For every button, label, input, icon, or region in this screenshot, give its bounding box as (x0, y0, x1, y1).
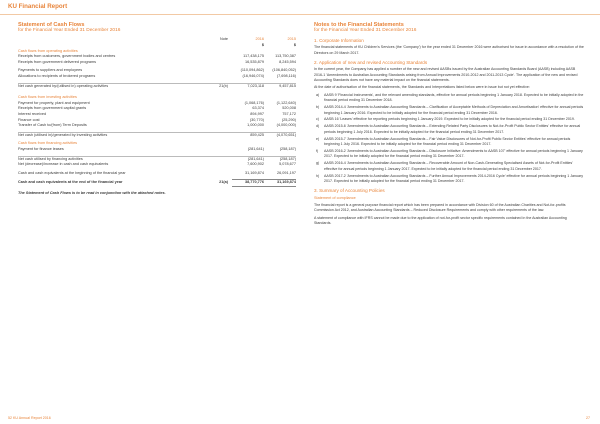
list-item (314, 137, 584, 148)
row-label: Receipts from government delivered programs (18, 59, 97, 64)
item-text: AASB 9 'Financial Instruments', and the relevant amending standards, effective for annual periods beginning 1 January 2018. Expected to be initially adopted in the financial period ending 31 December 2018. (324, 92, 584, 103)
unit-2016: $ (261, 43, 264, 47)
item-text: AASB 2015-7 'Amendments to Australian Accounting Standards – Fair Value Disclosures of Not-for-Profit Public Sector Entities' effective for annual periods beginning 1 July 2016. Expected to be initially adopted for the financial period ending 31 December 2017. (324, 136, 571, 147)
value-2016: 7,023,118 (232, 83, 264, 89)
item-text: AASB 2016-2 'Amendments to Australian Accounting Standards – Disclosure Initiative: Amendments to AASB 107' effective for annual periods beginning 1 January 2017. Expected to be initially adopted for the financial period ending 31 December 2017. (324, 149, 583, 159)
row-label: Receipts from customers, government bodies and centres (18, 54, 116, 59)
list-item (314, 124, 584, 135)
value-2015: (258,187) (279, 146, 296, 151)
page-footer (0, 414, 600, 424)
value-2016: 31,169,874 (244, 170, 264, 175)
unit-2015: $ (293, 43, 296, 47)
list-item (314, 93, 584, 104)
item-text: AASB 16 'Leases' effective for reporting periods beginning 1 January 2019. Expected to be initially adopted for the financial period ending 31 December 2019. (324, 117, 575, 122)
list-item (314, 161, 584, 172)
financing-heading: Cash flows from financing activities (18, 141, 78, 146)
row-label: Payment for property, plant and equipment (18, 100, 90, 105)
value-2016: 38,770,776 (232, 180, 264, 187)
row-label: Allocations to recipients of brokered programs (18, 73, 96, 78)
item-letter: b) (316, 105, 320, 110)
note-3-subheading: Statement of compliance (314, 196, 356, 201)
value-2015: (106,840,052) (272, 68, 296, 73)
note-1-paragraph: The financial statements of KU Children's Services (the 'Company') for the year ended 31 December 2016 were authorised for issue in accordance with a resolution of the Directors on 29 March 2017. (314, 45, 584, 55)
row-label: Receipts from government capital grants (18, 106, 87, 111)
note-2-paragraph-effective: At the date of authorisation of the financial statements, the Standards and Interpretations listed below were in issue but not yet effective: (314, 85, 530, 90)
value-2016: (30,770) (249, 117, 264, 122)
value-2016: (281,641) (232, 156, 264, 162)
cash-flows-footnote: The Statement of Cash Flows is to be read in conjunction with the attached notes. (18, 190, 166, 195)
row-label: Net cash generated by/(utilised in) operating activities (18, 83, 214, 89)
notes-subtitle: for the Financial Year Ended 31 December 2016 (314, 28, 417, 34)
row-label: Interest received (18, 111, 47, 116)
item-letter: h) (316, 173, 320, 178)
value-2015: 31,169,874 (264, 180, 296, 187)
note-3-paragraph-ifrs: A statement of compliance with IFRS cannot be made due to the application of not-for-profit sector specific requirements contained in the Australian Accounting Standards. (314, 215, 567, 226)
value-2015: 26,091,197 (276, 170, 296, 175)
operating-heading: Cash flows from operating activities (18, 48, 78, 53)
list-item (314, 174, 584, 185)
footer-publication: 52 KU Annual Report 2016 (8, 416, 51, 420)
value-2016: 894,997 (250, 111, 264, 116)
value-2016: (110,094,862) (240, 68, 264, 73)
note-3-paragraph: The financial report is a general purpose financial report which has been prepared in accordance with Division 60 of the Australian Charities and Not-for-profits Commission Act 2012, and Australian Accounting Standards – Reduced Disclosure Requirements and comply with other requirements of the law. (314, 202, 566, 213)
value-2016: 63,374 (252, 106, 264, 111)
row-label: Cash and cash equivalents at the beginning of the financial year (18, 170, 126, 175)
notes-section (314, 22, 584, 228)
cash-flows-title: Statement of Cash Flows (18, 22, 85, 28)
value-2015: (258,187) (264, 156, 296, 162)
item-letter: c) (316, 117, 319, 122)
row-label: Payments to suppliers and employees (18, 68, 83, 73)
year-2016-header: 2016 (255, 37, 264, 42)
note-3-heading: 3. Summary of Accounting Policies (314, 188, 385, 194)
year-2015-header: 2015 (287, 37, 296, 42)
item-text: AASB 2014-4 'Amendments to Australian Accounting Standards – Clarification of Acceptable Methods of Depreciation and Amortisation' effective for annual periods beginning 1 January 2016. Expected to be initially adopted for the financial period ending 31 December 2016. (324, 105, 584, 115)
value-2015: 5,078,677 (279, 162, 296, 167)
report-title: KU Financial Report (8, 3, 68, 10)
note-2-paragraph: In the current year, the Company has applied a number of the new and revised AASBs issued by the Australian Accounting Standards Board (AASB) including AASB 2016-1 'Amendments to Australian Accounting Standards arising from Annual Improvements 2010-2012 and 2011-2013 Cycle'. The application of the new and revised Accounting Standards does not have any material impact on the financial statements. (314, 67, 578, 83)
value-2016: (16,946,074) (242, 73, 264, 78)
cash-flows-table (18, 37, 296, 186)
row-label: Cash and cash equivalents at the end of the financial year (18, 180, 123, 185)
page-number: 27 (586, 416, 590, 420)
value-2016: 16,535,879 (244, 59, 264, 64)
item-letter: g) (316, 161, 320, 166)
value-2015: 113,750,387 (275, 54, 296, 59)
item-letter: e) (316, 136, 320, 141)
value-2015: (4,070,651) (264, 132, 296, 138)
row-label: Net (decrease)/increase in cash and cash equivalents (18, 162, 109, 167)
item-text: AASB 2015-6 'Amendments to Australian Accounting Standards – Extending Related Party Disclosures to Not-for-Profit Public Sector Entities' effective for annual periods beginning 1 July 2016. Expected to be initially adopted for the financial period ending 31 December 2017. (324, 124, 581, 134)
cash-end-row (18, 180, 296, 187)
value-2015: (1,122,640) (276, 100, 296, 105)
value-2016: 7,600,902 (247, 162, 264, 167)
cash-flows-section (18, 22, 296, 195)
value-2016: (281,641) (247, 146, 264, 151)
investing-heading: Cash flows from investing activities (18, 95, 77, 100)
value-2015: 757,172 (282, 111, 296, 116)
page-header (0, 0, 600, 15)
value-2016: 117,438,175 (243, 54, 264, 59)
item-letter: a) (316, 92, 320, 97)
list-item (314, 105, 584, 116)
item-text: AASB 2017-2 'Amendments to Australian Accounting Standards – Further Annual Improvements 2014-2016 Cycle' effective for annual periods beginning 1 January 2017. Expected to be initially adopted for the financial period ending 31 December 2017. (324, 173, 584, 184)
item-letter: f) (316, 149, 319, 153)
value-2015: 9,457,815 (264, 83, 296, 89)
standards-list (314, 93, 584, 185)
note-1-heading: 1. Corporate Information (314, 38, 364, 44)
row-label: Transfer of Cash to/(from) Term Deposits (18, 123, 87, 128)
item-letter: d) (316, 124, 320, 129)
note-column-header: Note (219, 37, 228, 42)
cash-flows-subtitle: for the Financial Year Ended 31 December 2016 (18, 28, 121, 34)
value-2015: 8,245,594 (279, 59, 296, 64)
value-2015: (4,000,000) (276, 123, 296, 128)
item-text: AASB 2016-4 'Amendments to Australian Accounting Standards – Recoverable Amount of Non-Cash-Generating Specialised Assets of Not-for-Profit Entities' effective for annual periods beginning 1 January 2017. Expected to be initially adopted for the financial period ending 31 December 2017. (324, 161, 573, 171)
value-2016: 859,425 (232, 132, 264, 138)
row-label: Net cash utilised by financing activities (18, 156, 214, 162)
value-2015: (25,290) (281, 117, 296, 122)
note-ref: 21(a) (219, 180, 228, 185)
value-2015: (7,698,116) (276, 73, 296, 78)
notes-title: Notes to the Financial Statements (314, 22, 404, 28)
list-item (314, 149, 584, 160)
value-2015: 520,008 (282, 106, 296, 111)
value-2016: 1,000,000 (247, 123, 264, 128)
row-label: Finance cost (18, 117, 40, 122)
value-2016: (1,068,176) (244, 100, 264, 105)
row-label: Net cash (utilised in)/generated by investing activities (18, 132, 214, 138)
list-item (314, 117, 584, 122)
row-label: Payment for finance leases (18, 146, 64, 151)
note-ref: 21(b) (214, 83, 232, 89)
note-2-heading: 2. Application of new and revised Accounting Standards (314, 60, 428, 66)
